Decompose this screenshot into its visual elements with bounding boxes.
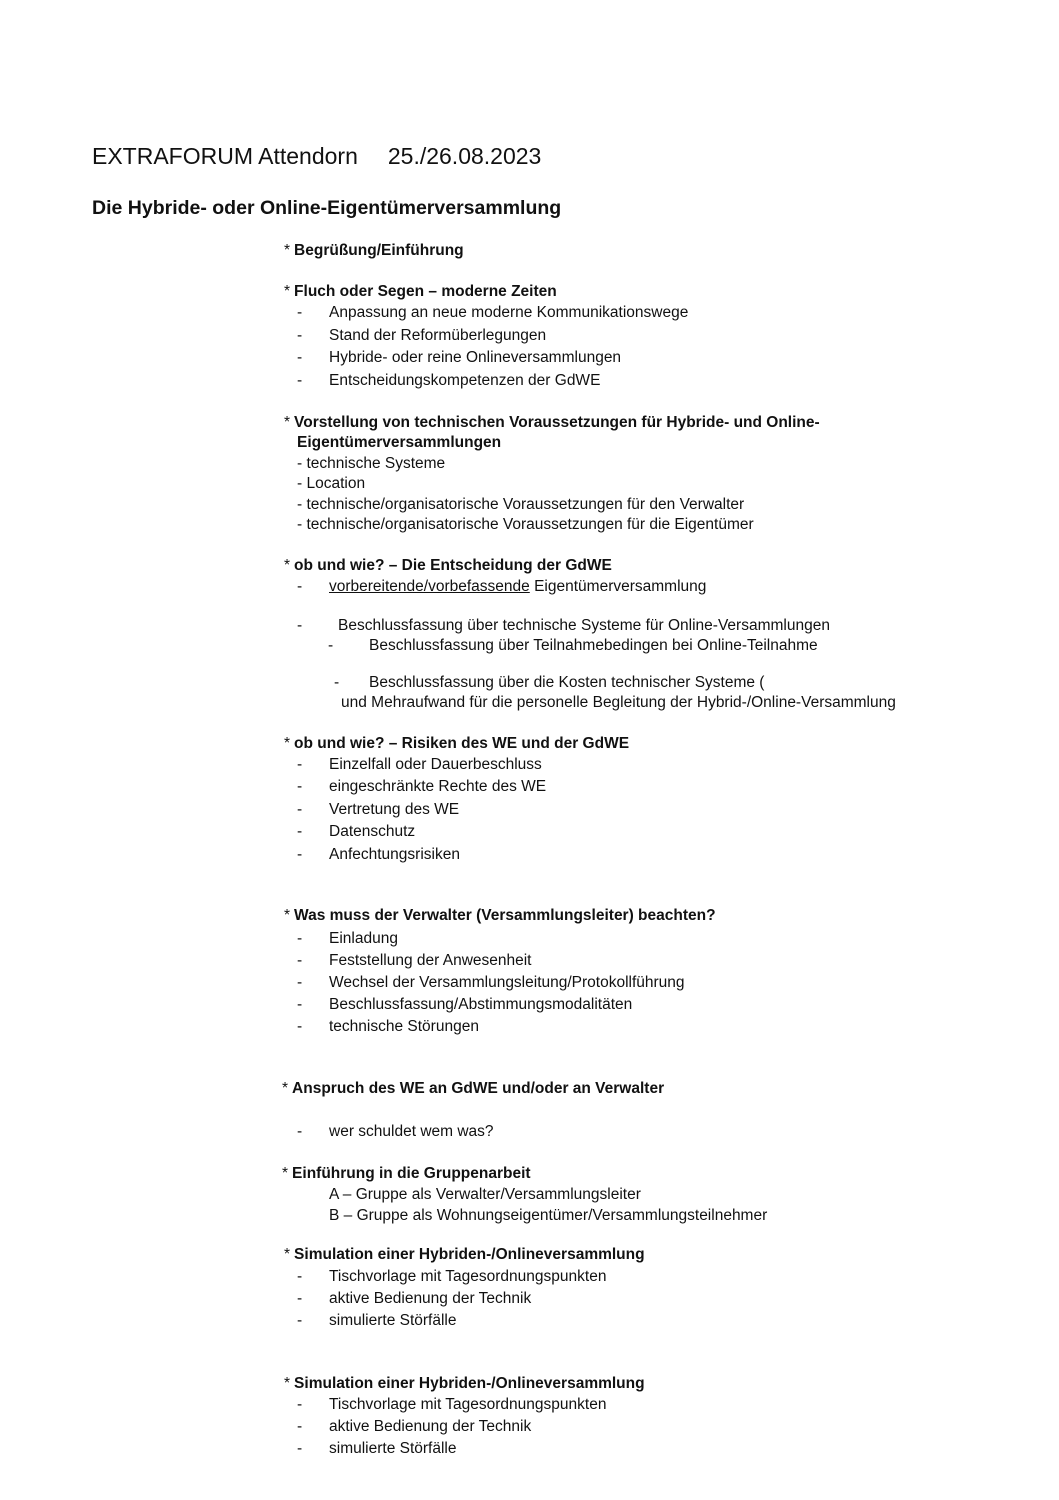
list-dash: - — [297, 617, 303, 634]
list-dash: - — [297, 974, 303, 991]
section-heading: * Simulation einer Hybriden-/Onlineversammlung — [284, 1246, 645, 1263]
list-dash: - — [297, 778, 303, 795]
list-item: Stand der Reformüberlegungen — [329, 327, 547, 344]
list-item: Beschlussfassung über technische Systeme für Online-Versammlungen — [338, 617, 830, 634]
section-heading: * Anspruch des WE an GdWE und/oder an Verwalter — [282, 1080, 665, 1097]
section-heading: * Einführung in die Gruppenarbeit — [282, 1165, 531, 1182]
document-header — [92, 143, 541, 170]
list-item: Feststellung der Anwesenheit — [329, 952, 532, 969]
underlined-text: vorbereitende/vorbefassende — [329, 578, 530, 595]
list-dash: - — [297, 304, 303, 321]
event-name: EXTRAFORUM Attendorn — [92, 143, 358, 169]
list-item: Beschlussfassung/Abstimmungsmodalitäten — [329, 996, 633, 1013]
list-item: A – Gruppe als Verwalter/Versammlungsleiter — [329, 1186, 641, 1203]
list-item: Wechsel der Versammlungsleitung/Protokollführung — [329, 974, 685, 991]
list-item: Einzelfall oder Dauerbeschluss — [329, 756, 542, 773]
section-heading: * Vorstellung von technischen Voraussetzungen für Hybride- und Online- — [284, 414, 820, 431]
list-item: aktive Bedienung der Technik — [329, 1290, 532, 1307]
list-dash: - — [297, 1290, 303, 1307]
list-item: B – Gruppe als Wohnungseigentümer/Versammlungsteilnehmer — [329, 1207, 768, 1224]
list-item: Beschlussfassung über die Kosten technischer Systeme ( — [369, 674, 765, 691]
list-dash: - — [297, 846, 303, 863]
list-dash: - — [328, 637, 334, 654]
list-dash: - — [297, 1440, 303, 1457]
list-dash: - — [297, 1123, 303, 1140]
list-dash: - — [297, 1268, 303, 1285]
list-item: wer schuldet wem was? — [329, 1123, 494, 1140]
list-item: - Location — [297, 475, 366, 492]
list-dash: - — [297, 1396, 303, 1413]
list-item: simulierte Störfälle — [329, 1312, 457, 1329]
section-heading: * Fluch oder Segen – moderne Zeiten — [284, 283, 557, 300]
list-item: Hybride- oder reine Onlineversammlungen — [329, 349, 622, 366]
list-dash: - — [297, 1018, 303, 1035]
list-item-continuation: und Mehraufwand für die personelle Begleitung der Hybrid-/Online-Versammlung — [341, 694, 896, 711]
list-dash: - — [334, 674, 340, 691]
list-dash: - — [297, 801, 303, 818]
list-dash: - — [297, 327, 303, 344]
list-item: - technische Systeme — [297, 455, 446, 472]
list-dash: - — [297, 372, 303, 389]
list-item: Tischvorlage mit Tagesordnungspunkten — [329, 1268, 607, 1285]
list-dash: - — [297, 756, 303, 773]
list-dash: - — [297, 349, 303, 366]
list-dash: - — [297, 578, 303, 595]
section-heading: * Simulation einer Hybriden-/Onlineversammlung — [284, 1375, 645, 1392]
section-heading: * ob und wie? – Die Entscheidung der GdWE — [284, 557, 612, 574]
list-dash: - — [297, 1312, 303, 1329]
section-heading: * ob und wie? – Risiken des WE und der GdWE — [284, 735, 630, 752]
list-dash: - — [297, 996, 303, 1013]
list-item: vorbereitende/vorbefassende Eigentümerversammlung — [329, 578, 707, 595]
list-item: Anfechtungsrisiken — [329, 846, 460, 863]
list-item: simulierte Störfälle — [329, 1440, 457, 1457]
list-item: Entscheidungskompetenzen der GdWE — [329, 372, 601, 389]
section-heading: * Was muss der Verwalter (Versammlungsleiter) beachten? — [284, 907, 716, 924]
list-item: Tischvorlage mit Tagesordnungspunkten — [329, 1396, 607, 1413]
section-heading-continuation: Eigentümerversammlungen — [297, 434, 502, 451]
list-item: eingeschränkte Rechte des WE — [329, 778, 547, 795]
list-item: aktive Bedienung der Technik — [329, 1418, 532, 1435]
section-heading: * Begrüßung/Einführung — [284, 242, 464, 259]
list-dash: - — [297, 952, 303, 969]
list-item: technische Störungen — [329, 1018, 479, 1035]
document-title: Die Hybride- oder Online-Eigentümerversammlung — [92, 197, 562, 219]
list-dash: - — [297, 1418, 303, 1435]
bullet-star: * — [284, 242, 291, 259]
list-dash: - — [297, 823, 303, 840]
list-item: Datenschutz — [329, 823, 416, 840]
list-item: Beschlussfassung über Teilnahmebedingen bei Online-Teilnahme — [369, 637, 818, 654]
list-dash: - — [297, 930, 303, 947]
event-date: 25./26.08.2023 — [387, 143, 542, 169]
list-item: Einladung — [329, 930, 398, 947]
list-item: - technische/organisatorische Voraussetzungen für die Eigentümer — [297, 516, 754, 533]
list-item: Anpassung an neue moderne Kommunikationswege — [329, 304, 689, 321]
list-item: Vertretung des WE — [329, 801, 460, 818]
list-item: - technische/organisatorische Voraussetzungen für den Verwalter — [297, 496, 745, 513]
